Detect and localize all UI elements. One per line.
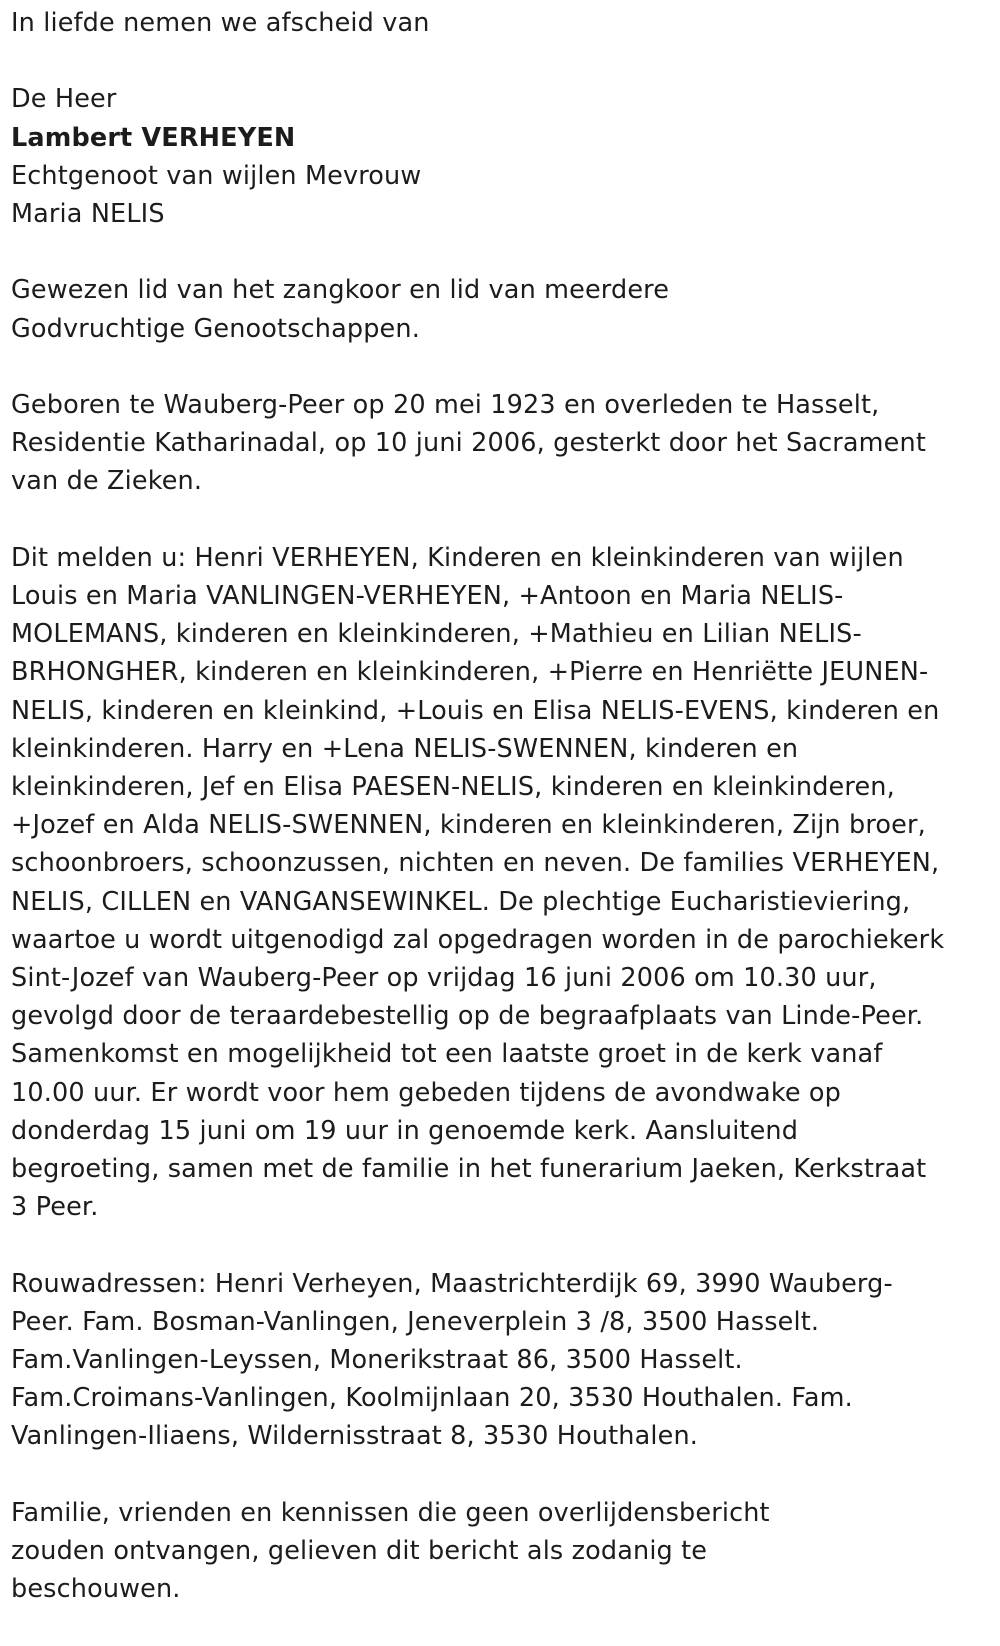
spacer xyxy=(11,42,991,80)
spacer xyxy=(11,1456,991,1494)
spacer xyxy=(11,233,991,271)
announcement-paragraph: Dit melden u: Henri VERHEYEN, Kinderen en kleinkinderen van wijlen Louis en Maria VANLINGEN-VERHEYEN, +Antoon en Maria NELIS-MOLEMANS, kinderen en kleinkinderen, +Mathieu en Lilian NELIS-BRHONGHER, kinderen en kleinkinderen, +Pierre en Henriëtte JEUNEN-NELIS, kinderen en kleinkind, +Louis en Elisa NELIS-EVENS, kinderen en kleinkinderen. Harry en +Lena NELIS-SWENNEN, kinderen en kleinkinderen, Jef en Elisa PAESEN-NELIS, kinderen en kleinkinderen, +Jozef en Alda NELIS-SWENNEN, kinderen en kleinkinderen, Zijn broer, schoonbroers, schoonzussen, nichten en neven. De families VERHEYEN, NELIS, CILLEN en VANGANSEWINKEL. De plechtige Eucharistieviering, waartoe u wordt uitgenodigd zal opgedragen worden in de parochiekerk Sint-Jozef van Wauberg-Peer op vrijdag 16 juni 2006 om 10.30 uur, gevolgd door de teraardebestellig op de begraafplaats van Linde-Peer. Samenkomst en mogelijkheid tot een laatste groet in de kerk vanaf 10.00 uur. Er wordt voor hem gebeden tijdens de avondwake op donderdag 15 juni om 19 uur in genoemde kerk. Aansluitend begroeting, samen met de familie in het funerarium Jaeken, Kerkstraat 3 Peer. xyxy=(11,542,945,1223)
spacer xyxy=(11,501,991,539)
spacer xyxy=(11,348,991,386)
obituary-document xyxy=(11,4,991,1608)
closing-paragraph: Familie, vrienden en kennissen die geen overlijdensbericht zouden ontvangen, gelieven dit bericht als zodanig te beschouwen. xyxy=(11,1497,770,1605)
membership-paragraph: Gewezen lid van het zangkoor en lid van meerdere Godvruchtige Genootschappen. xyxy=(11,275,670,344)
intro-line: In liefde nemen we afscheid van xyxy=(11,8,430,38)
spacer xyxy=(11,1226,991,1264)
deceased-name: Lambert VERHEYEN xyxy=(11,122,296,153)
birth-death-paragraph: Geboren te Wauberg-Peer op 20 mei 1923 en overleden te Hasselt, Residentie Katharinadal, op 10 juni 2006, gesterkt door het Sacrament van de Zieken. xyxy=(11,389,926,497)
spouse-name: Maria NELIS xyxy=(11,199,165,229)
spouse-line: Echtgenoot van wijlen Mevrouw xyxy=(11,160,422,191)
addresses-paragraph: Rouwadressen: Henri Verheyen, Maastrichterdijk 69, 3990 Wauberg-Peer. Fam. Bosman-Vanlingen, Jeneverplein 3 /8, 3500 Hasselt. Fam.Vanlingen-Leyssen, Monerikstraat 86, 3500 Hasselt. Fam.Croimans-Vanlingen, Koolmijnlaan 20, 3530 Houthalen. Fam. Vanlingen-Iliaens, Wildernisstraat 8, 3530 Houthalen. xyxy=(11,1268,893,1452)
title-prefix: De Heer xyxy=(11,84,117,115)
